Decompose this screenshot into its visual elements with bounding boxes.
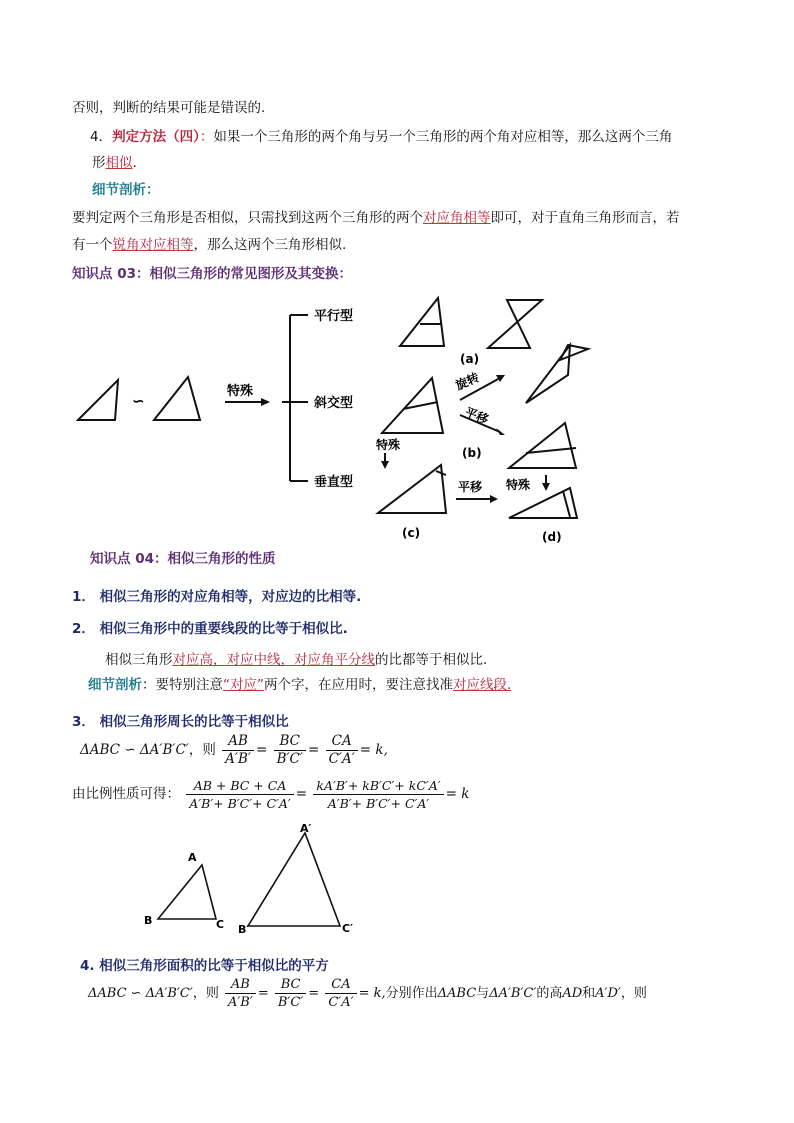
special-label-2: 特殊: [376, 438, 401, 452]
detail1-text-c: 即可，对于直角三角形而言，若: [490, 210, 680, 226]
detail1-line2: [72, 233, 346, 253]
eq1-f3-num: CA: [326, 733, 358, 751]
figure-label-c: (c): [402, 526, 421, 540]
special-label: 特殊: [227, 384, 254, 399]
eq3-fraction-1: [225, 976, 256, 1011]
eq3-tail2: 与: [476, 986, 490, 1001]
eq1-k: = k,: [359, 742, 388, 758]
method4-period: .: [132, 155, 137, 171]
detail2-text-c: 两个字，在应用时，要注意找准: [264, 677, 453, 693]
eq2-f1-num: AB + BC + CA: [186, 777, 293, 795]
method4-text2a: 形: [92, 155, 106, 171]
vertex-A-label: A: [188, 851, 197, 864]
detail1-label: 细节剖析：: [92, 182, 160, 198]
eq1-fraction-1: [222, 733, 254, 768]
vertex-B-label: B: [144, 914, 153, 927]
eq1-f1-num: AB: [222, 733, 254, 751]
eq3-tail4: 和: [582, 986, 596, 1001]
eq1-similar: ΔABC ∽ ΔA′B′C′: [80, 742, 189, 758]
prop2-highlight: 对应高，对应中线，对应角平分线: [172, 652, 375, 668]
eq3-fraction-2: [275, 976, 306, 1011]
detail2-highlight-1: “对应”: [223, 677, 264, 693]
eq3-then: ，则: [192, 986, 219, 1001]
eq1-fraction-3: [326, 733, 358, 768]
intro-line: 否则，判断的结果可能是错误的.: [72, 100, 266, 116]
eq3-f1-den: A′B′: [227, 995, 253, 1010]
figure-label-a: (a): [460, 352, 480, 366]
translate-label-2: 平移: [458, 480, 483, 494]
parallel-type-label: 平行型: [314, 309, 354, 324]
altitude-d: [563, 491, 570, 517]
eq3-tail5: ，则: [620, 986, 647, 1001]
eq2-k: = k: [445, 786, 470, 802]
method4-similar: 相似: [105, 155, 133, 171]
eq3-triangle2: ΔA′B′C′: [489, 986, 537, 1001]
special-down-arrowhead: [381, 461, 389, 469]
property-4: 4. 相似三角形面积的比等于相似比的平方: [80, 958, 329, 974]
eq1-f1-den: A′B′: [225, 750, 251, 767]
equation-1: ΔABC ∽ ΔA′B′C′，则 $\frac{AB}{A'B'}$ = $\frac{BC}{B'C'}$ = $\frac{CA}{C'A'}$ = k,: [80, 732, 388, 767]
eq1-f2-num: BC: [274, 733, 306, 751]
eq3-f2-num: BC: [275, 976, 306, 994]
property-2: 2． 相似三角形中的重要线段的比等于相似比.: [72, 621, 348, 637]
method4-colon: ：: [199, 129, 214, 145]
property-2-detail: [105, 648, 487, 668]
special-down-arrowhead-2: [542, 483, 550, 491]
eq2-f1-den: A′B′+ B′C′+ C′A′: [189, 795, 291, 811]
vertex-C2-label: C′: [342, 922, 353, 935]
eq3-k: = k,: [358, 986, 386, 1001]
special-arrowhead: [261, 398, 270, 406]
eq3-fraction-3: [325, 976, 356, 1011]
eq2-f2-num: kA′B′+ kB′C′+ kC′A′: [313, 777, 443, 795]
detail1-highlight-1: 对应角相等: [423, 210, 491, 226]
transform-diagram: [60, 285, 600, 545]
translate-label: 平移: [462, 404, 491, 427]
translated-triangle: [509, 423, 576, 468]
eq3-tail1: 分别作出: [385, 986, 438, 1001]
eq2-f2-den: A′B′+ B′C′+ C′A′: [327, 795, 430, 811]
equation-3: ΔABC ∽ ΔA′B′C′，则 $\frac{AB}{A'B'}$ = $\frac{BC}{B'C'}$ = $\frac{CA}{C'A'}$ = k,分别作出ΔABC与ΔA′B′C′的高AD和A′D′，则: [88, 977, 647, 1010]
perpendicular-type-label: 垂直型: [314, 475, 354, 490]
method4-label: 判定方法（四）: [112, 129, 200, 145]
rotate-label: 旋转: [453, 370, 482, 393]
vertex-A2-label: A′: [300, 822, 312, 835]
eq3-height1: AD: [562, 986, 583, 1001]
method4-number: 4．: [90, 129, 113, 145]
parallel-triangle: [400, 298, 444, 346]
kp4-title: 知识点 04：相似三角形的性质: [90, 551, 276, 567]
prop2-text-a: 相似三角形: [105, 652, 173, 668]
special-label-3: 特殊: [506, 478, 531, 492]
small-triangle-2: [154, 377, 200, 420]
property-3: 3． 相似三角形周长的比等于相似比: [72, 714, 289, 730]
right-triangle-c: [378, 465, 446, 513]
eq1-fraction-2: [274, 733, 306, 768]
detail1-text-a: 要判定两个三角形是否相似，只需找到这两个三角形的两个: [72, 210, 423, 226]
figure-label-d: (d): [542, 530, 562, 544]
eq2-fraction-2: [313, 777, 443, 812]
method4-line1: [90, 125, 672, 145]
eq3-tail3: 的高: [536, 986, 563, 1001]
translate-arrowhead-2: [490, 495, 498, 503]
rotated-triangle-2: [560, 345, 588, 360]
eq3-f1-num: AB: [225, 976, 256, 994]
eq3-f2-den: B′C′: [277, 995, 304, 1010]
hourglass-shape: [488, 300, 542, 348]
detail2-label: 细节剖析: [88, 677, 142, 693]
detail1-text-2a: 有一个: [72, 237, 113, 253]
method4-line2: [92, 151, 137, 171]
vertex-B2-label: B′: [238, 923, 250, 936]
method4-text: 如果一个三角形的两个角与另一个三角形的两个角对应相等，那么这两个三角: [213, 129, 673, 145]
eq3-similar: ΔABC ∽ ΔA′B′C′: [88, 986, 193, 1001]
oblique-triangle: [382, 378, 443, 433]
equation-2: 由比例性质可得： $\frac{AB + BC + CA}{A'B'+ B'C'+ C'A'}$ = $\frac{kA'B'+ kB'C'+ kC'A'}{A'B'+ B'C'+ C'A'}$ = k: [72, 777, 470, 811]
eq2-fraction-1: [186, 777, 293, 812]
eq3-f3-num: CA: [325, 976, 356, 994]
detail2-text-a: ：要特别注意: [142, 677, 223, 693]
detail1-text-2c: ，那么这两个三角形相似.: [193, 237, 347, 253]
detail2-highlight-2: 对应线段.: [453, 677, 512, 693]
eq3-height2: A′D′: [595, 986, 621, 1001]
detail1-line1: [72, 206, 680, 226]
eq3-f3-den: C′A′: [328, 995, 354, 1010]
similar-triangles-figure: [130, 820, 370, 940]
small-triangle-1: [78, 380, 118, 420]
eq2-prefix: 由比例性质可得：: [72, 786, 180, 802]
property-1: 1． 相似三角形的对应角相等，对应边的比相等.: [72, 589, 362, 605]
detail2-line: [88, 673, 511, 693]
eq1-then: ，则: [188, 742, 216, 758]
triangle-a2b2c2: [248, 833, 340, 926]
eq3-triangle1: ΔABC: [437, 986, 477, 1001]
eq1-f2-den: B′C′: [276, 750, 303, 767]
oblique-type-label: 斜交型: [314, 396, 354, 411]
prop2-text-c: 的比都等于相似比.: [375, 652, 488, 668]
vertex-C-label: C: [216, 918, 225, 931]
figure-label-b: (b): [462, 446, 482, 460]
detail1-highlight-2: 锐角对应相等: [112, 237, 194, 253]
similar-symbol: ∽: [132, 392, 145, 410]
eq1-f3-den: C′A′: [328, 750, 355, 767]
triangle-abc: [158, 865, 216, 919]
kp3-title: 知识点 03：相似三角形的常见图形及其变换：: [72, 266, 352, 282]
